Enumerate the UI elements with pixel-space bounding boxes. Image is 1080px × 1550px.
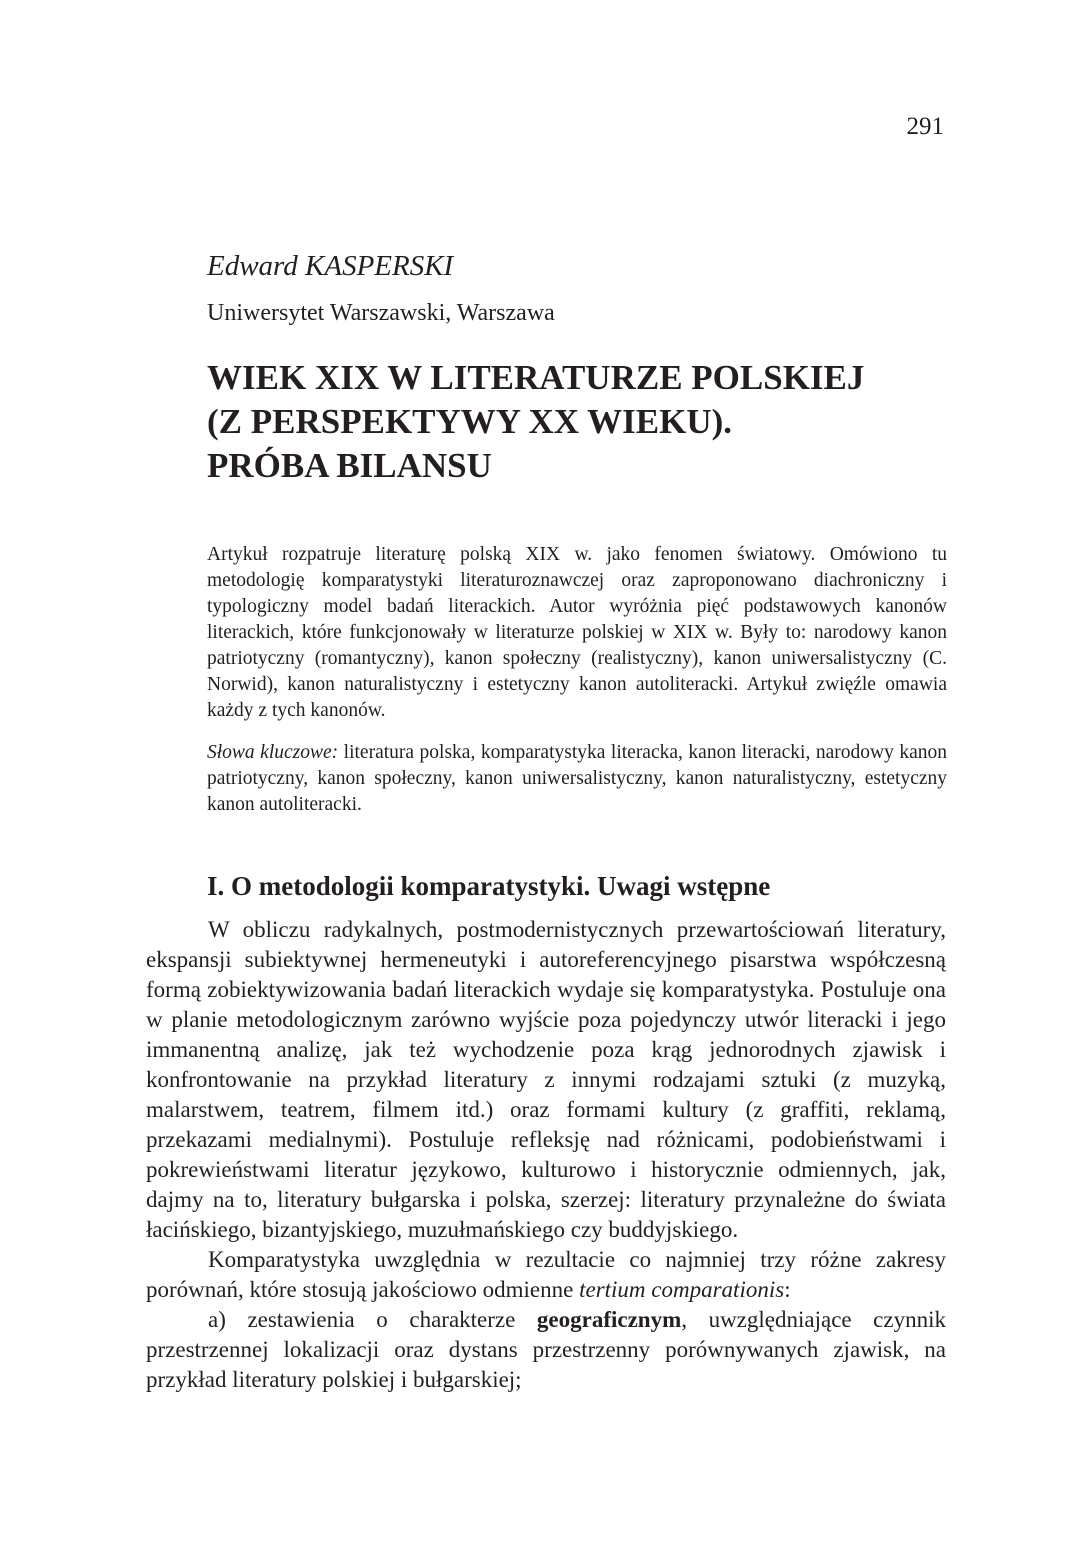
paragraph-2 <box>146 1245 946 1305</box>
keywords-label: Słowa kluczowe: <box>207 742 339 763</box>
author-name: Edward KASPERSKI <box>207 250 454 282</box>
title-line: PRÓBA BILANSU <box>207 446 492 485</box>
article-title <box>207 356 967 488</box>
abstract: Artykuł rozpatruje literaturę polską XIX w. jako fenomen światowy. Omówiono tu metodologię komparatystyki literaturoznawczej oraz zaproponowano diachroniczny i typologiczny model badań literackich. Autor wyróżnia pięć podstawowych kanonów literackich, które funkcjonowały w literaturze polskiej w XIX w. Były to: narodowy kanon patriotyczny (romantyczny), kanon społeczny (realistyczny), kanon uniwersalistyczny (C. Norwid), kanon naturalistyczny i estetyczny kanon autoliteracki. Artykuł zwięźle omawia każdy z tych kanonów. <box>207 544 947 721</box>
paragraph-1: W obliczu radykalnych, postmodernistycznych przewartościowań literatury, ekspansji subiektywnej hermeneutyki i autoreferencyjnego pisarstwa współczesną formą zobiektywizowania badań literackich wydaje się komparatystyka. Postuluje ona w planie metodologicznym zarówno wyjście poza pojedynczy utwór literacki i jego immanentną analizę, jak też wychodzenie poza krąg jednorodnych zjawisk i konfrontowanie na przykład literatury z innymi rodzajami sztuki (z muzyką, malarstwem, teatrem, filmem itd.) oraz formami kultury (z graffiti, reklamą, przekazami medialnymi). Postuluje refleksję nad różnicami, podobieństwami i pokrewieństwami literatur językowo, kulturowo i historycznie odmiennych, jak, dajmy na to, literatury bułgarska i polska, szerzej: literatury przynależne do świata łacińskiego, bizantyjskiego, muzułmańskiego czy buddyjskiego. <box>146 917 946 1242</box>
paragraph-3 <box>146 1305 946 1395</box>
body-text <box>146 915 946 1395</box>
title-line: WIEK XIX W LITERATURZE POLSKIEJ <box>207 358 865 397</box>
paragraph-2-emphasis: tertium comparationis <box>579 1277 785 1302</box>
page-number: 291 <box>906 113 944 140</box>
paragraph-2-end: : <box>784 1277 791 1302</box>
paragraph-3-start: a) zestawienia o charakterze <box>208 1307 537 1332</box>
author-affiliation: Uniwersytet Warszawski, Warszawa <box>207 300 555 326</box>
section-heading: I. O metodologii komparatystyki. Uwagi wstępne <box>207 871 771 901</box>
keywords-text: literatura polska, komparatystyka literacka, kanon literacki, narodowy kanon patriotyczny, kanon społeczny, kanon uniwersalistyczny, kanon naturalistyczny, estetyczny kanon autoliteracki. <box>207 742 947 815</box>
paragraph-2-start: Komparatystyka uwzględnia w rezultacie co najmniej trzy różne zakresy porównań, które stosują jakościowo odmienne <box>146 1247 946 1302</box>
paragraph-3-end: , uwzględniające czynnik przestrzennej lokalizacji oraz dystans przestrzenny porównywanych zjawisk, na przykład literatury polskiej i bułgarskiej; <box>146 1307 946 1392</box>
paragraph-3-strong: geograficznym <box>536 1307 682 1332</box>
keywords <box>207 740 947 818</box>
title-line: (Z PERSPEKTYWY XX WIEKU). <box>207 402 733 441</box>
